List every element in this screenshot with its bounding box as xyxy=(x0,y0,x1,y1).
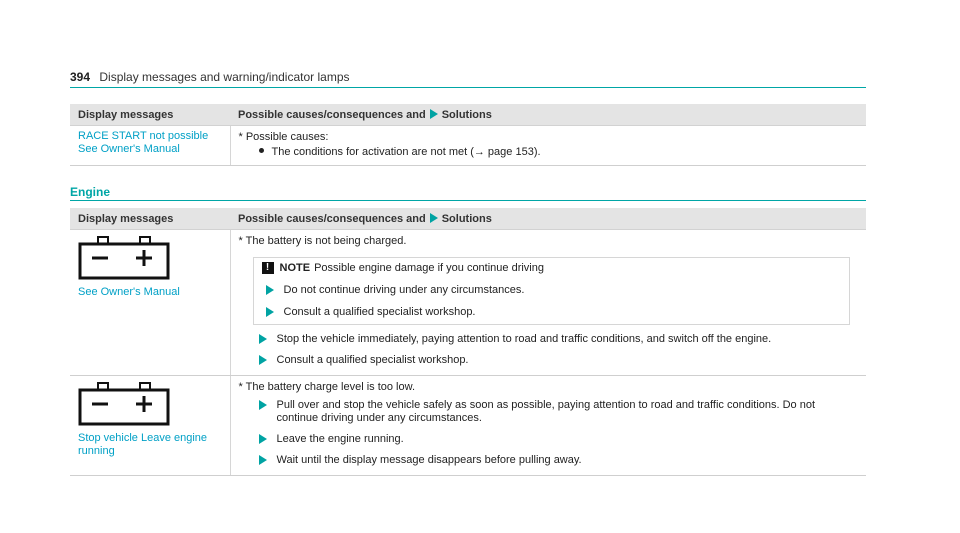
note-box xyxy=(253,257,851,325)
table-row xyxy=(70,230,866,376)
page-header xyxy=(70,70,866,88)
note-text: Possible engine damage if you continue driving xyxy=(314,262,544,274)
col-display-messages: Display messages xyxy=(70,104,230,126)
note-step: Consult a qualified specialist workshop. xyxy=(262,306,842,318)
battery-icon xyxy=(78,236,170,280)
page-title: Display messages and warning/indicator lamps xyxy=(99,70,350,84)
play-icon xyxy=(266,285,274,295)
table-header xyxy=(70,208,866,230)
play-icon xyxy=(266,307,274,317)
page-number: 394 xyxy=(70,70,91,84)
play-icon xyxy=(259,334,267,344)
play-icon xyxy=(259,400,267,410)
col-causes: Possible causes/consequences and Solutions xyxy=(230,104,866,126)
solution-step: Pull over and stop the vehicle safely as soon as possible, paying attention to road and traffic conditions. Do not continue driving under any circumstances. xyxy=(239,399,859,425)
warning-icon: ! xyxy=(262,262,274,274)
cause-text: * The battery is not being charged. xyxy=(238,235,407,247)
battery-icon xyxy=(78,382,170,426)
cause-text: * The battery charge level is too low. xyxy=(238,381,416,393)
solution-step: Wait until the display message disappears before pulling away. xyxy=(239,454,859,467)
col-display-messages: Display messages xyxy=(70,208,230,230)
table-header xyxy=(70,104,866,126)
table-row xyxy=(70,376,866,476)
note-label: NOTE xyxy=(279,262,311,274)
display-message: See Owner's Manual xyxy=(78,286,180,298)
table-row xyxy=(70,126,866,166)
bullet-icon xyxy=(259,148,264,153)
solution-step: Stop the vehicle immediately, paying attention to road and traffic conditions, and switch off the engine. xyxy=(239,333,859,346)
section-title: Engine xyxy=(70,185,866,201)
cause-bullet: The conditions for activation are not met (→ page 153). xyxy=(239,145,859,160)
play-icon xyxy=(259,455,267,465)
play-icon xyxy=(259,434,267,444)
play-icon xyxy=(430,109,438,119)
messages-table-1 xyxy=(70,104,866,166)
solution-step: Consult a qualified specialist workshop. xyxy=(239,354,859,367)
note-step: Do not continue driving under any circumstances. xyxy=(262,284,842,296)
play-icon xyxy=(259,355,267,365)
display-message: Stop vehicle Leave engine running xyxy=(78,432,208,457)
solution-step: Leave the engine running. xyxy=(239,433,859,446)
cause-text: * Possible causes: xyxy=(238,131,329,143)
display-message: RACE START not possible See Owner's Manual xyxy=(78,130,209,155)
col-causes: Possible causes/consequences and Solutions xyxy=(230,208,866,230)
messages-table-2 xyxy=(70,208,866,476)
play-icon xyxy=(430,213,438,223)
